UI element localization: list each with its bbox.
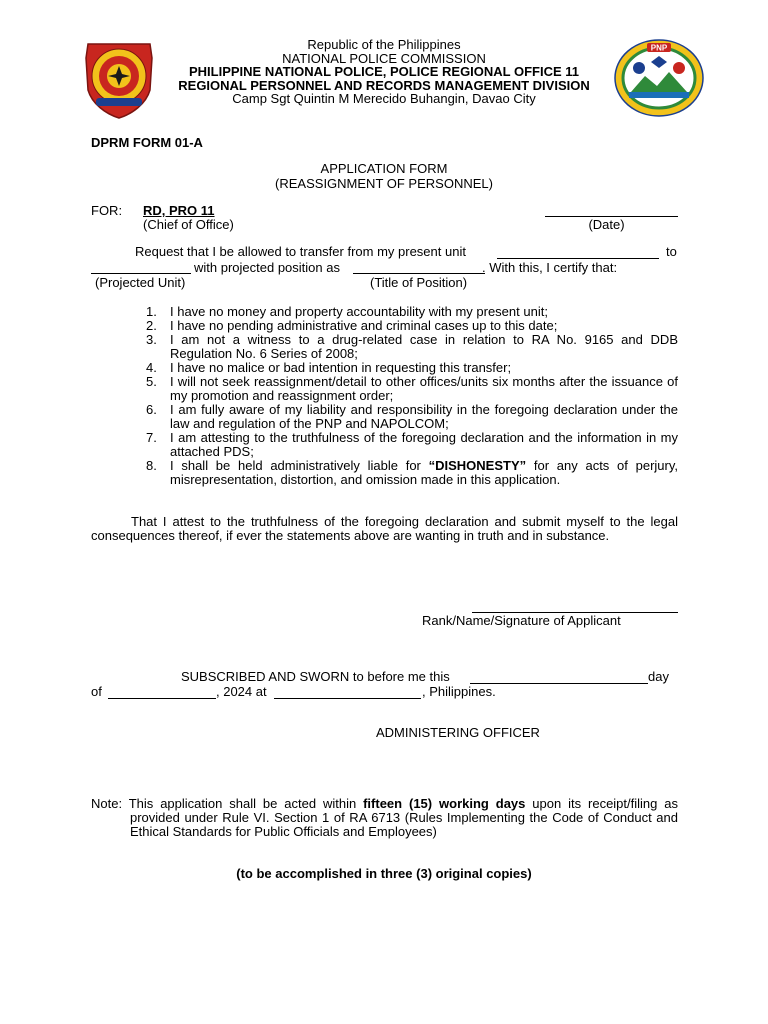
pro11-seal-logo [613, 38, 705, 118]
certification-number: 2. [146, 318, 157, 333]
position-title-caption: (Title of Position) [370, 275, 468, 290]
header-republic: Republic of the Philippines [307, 37, 461, 52]
pnp-seal-logo [80, 38, 158, 120]
certification-number: 5. [146, 374, 157, 389]
certification-item [146, 403, 678, 431]
form-subtitle: (REASSIGNMENT OF PERSONNEL) [275, 176, 493, 191]
header-rprmd: REGIONAL PERSONNEL AND RECORDS MANAGEMENT DIVISION [178, 78, 590, 93]
certification-item [146, 319, 678, 333]
form-code: DPRM FORM 01-A [91, 135, 203, 150]
chief-of-office-value[interactable]: RD, PRO 11 [143, 203, 215, 218]
certification-item [146, 305, 678, 319]
note-text-pre: Note: This application shall be acted within [91, 796, 364, 811]
certification-text: I am fully aware of my liability and responsibility in the foregoing declaration under the law and regulation of the PNP and NAPOLCOM; [170, 402, 678, 431]
certification-text-end: for any acts of perjury, misrepresentation, distortion, and omission made in this application. [170, 458, 678, 487]
certification-item [146, 375, 678, 403]
note-deadline: fifteen (15) working days [363, 796, 526, 811]
request-text-2: with projected position as [194, 260, 340, 275]
certification-item [146, 431, 678, 459]
pnp-seal-text: PNP [650, 43, 668, 53]
certification-list [146, 305, 678, 487]
certification-number: 4. [146, 360, 157, 375]
attestation-paragraph: That I attest to the truthfulness of the foregoing declaration and submit myself to the legal consequences thereof, if ever the statements above are wanting in truth and in substance. [91, 514, 678, 543]
sworn-text-country: , Philippines. [422, 684, 496, 699]
certification-text: I am attesting to the truthfulness of the foregoing declaration and the information in my attached PDS; [170, 430, 678, 459]
certification-item [146, 333, 678, 361]
chief-of-office-caption: (Chief of Office) [143, 217, 234, 232]
certification-emphasis: “DISHONESTY” [428, 458, 527, 473]
sworn-text-of: of [91, 684, 102, 699]
request-text-1: Request that I be allowed to transfer from my present unit [135, 244, 466, 259]
request-text-to: to [666, 244, 677, 259]
form-title: APPLICATION FORM [320, 161, 448, 176]
certification-text: I have no malice or bad intention in requesting this transfer; [170, 360, 512, 375]
certification-text: I shall be held administratively liable for [170, 458, 429, 473]
note-text-post: upon its receipt/filing as provided under Rule VI. Section 1 of RA 6713 (Rules Implementing the Code of Conduct and Ethical Standards for Public Officials and Employees) [130, 796, 679, 839]
certification-item [146, 361, 678, 375]
certification-text: I am not a witness to a drug-related case in relation to RA No. 9165 and DDB Regulation No. 6 Series of 2008; [170, 332, 678, 361]
certification-number: 8. [146, 458, 157, 473]
sworn-text-1: SUBSCRIBED AND SWORN to before me this [181, 669, 450, 684]
projected-unit-field[interactable] [91, 273, 191, 274]
header-napolcom: NATIONAL POLICE COMMISSION [282, 51, 486, 66]
for-label: FOR: [91, 203, 123, 218]
sworn-day-field[interactable] [470, 683, 648, 684]
certification-text: I will not seek reassignment/detail to other offices/units six months after the issuance of my promotion and reassignment order; [170, 374, 678, 403]
certification-item [146, 459, 678, 487]
certification-number: 3. [146, 332, 157, 347]
certification-text: I have no money and property accountability with my present unit; [170, 304, 548, 319]
certification-number: 1. [146, 304, 157, 319]
certification-number: 6. [146, 402, 157, 417]
present-unit-field[interactable] [497, 258, 659, 259]
certification-number: 7. [146, 430, 157, 445]
request-text-3: . With this, I certify that: [482, 260, 618, 275]
sworn-text-day: day [648, 669, 669, 684]
administering-officer-label: ADMINISTERING OFFICER [376, 725, 540, 740]
signature-caption: Rank/Name/Signature of Applicant [422, 613, 621, 628]
header-pro11: PHILIPPINE NATIONAL POLICE, POLICE REGIONAL OFFICE 11 [188, 64, 580, 79]
sworn-month-field[interactable] [108, 698, 216, 699]
header-address: Camp Sgt Quintin M Merecido Buhangin, Davao City [232, 91, 536, 106]
sworn-text-year: , 2024 at [216, 684, 267, 699]
note-paragraph [91, 797, 678, 839]
copies-footer: (to be accomplished in three (3) original copies) [236, 866, 532, 881]
date-caption: (Date) [588, 217, 625, 232]
sworn-place-field[interactable] [274, 698, 421, 699]
certification-text: I have no pending administrative and criminal cases up to this date; [170, 318, 558, 333]
position-title-field[interactable] [353, 273, 485, 274]
projected-unit-caption: (Projected Unit) [95, 275, 186, 290]
